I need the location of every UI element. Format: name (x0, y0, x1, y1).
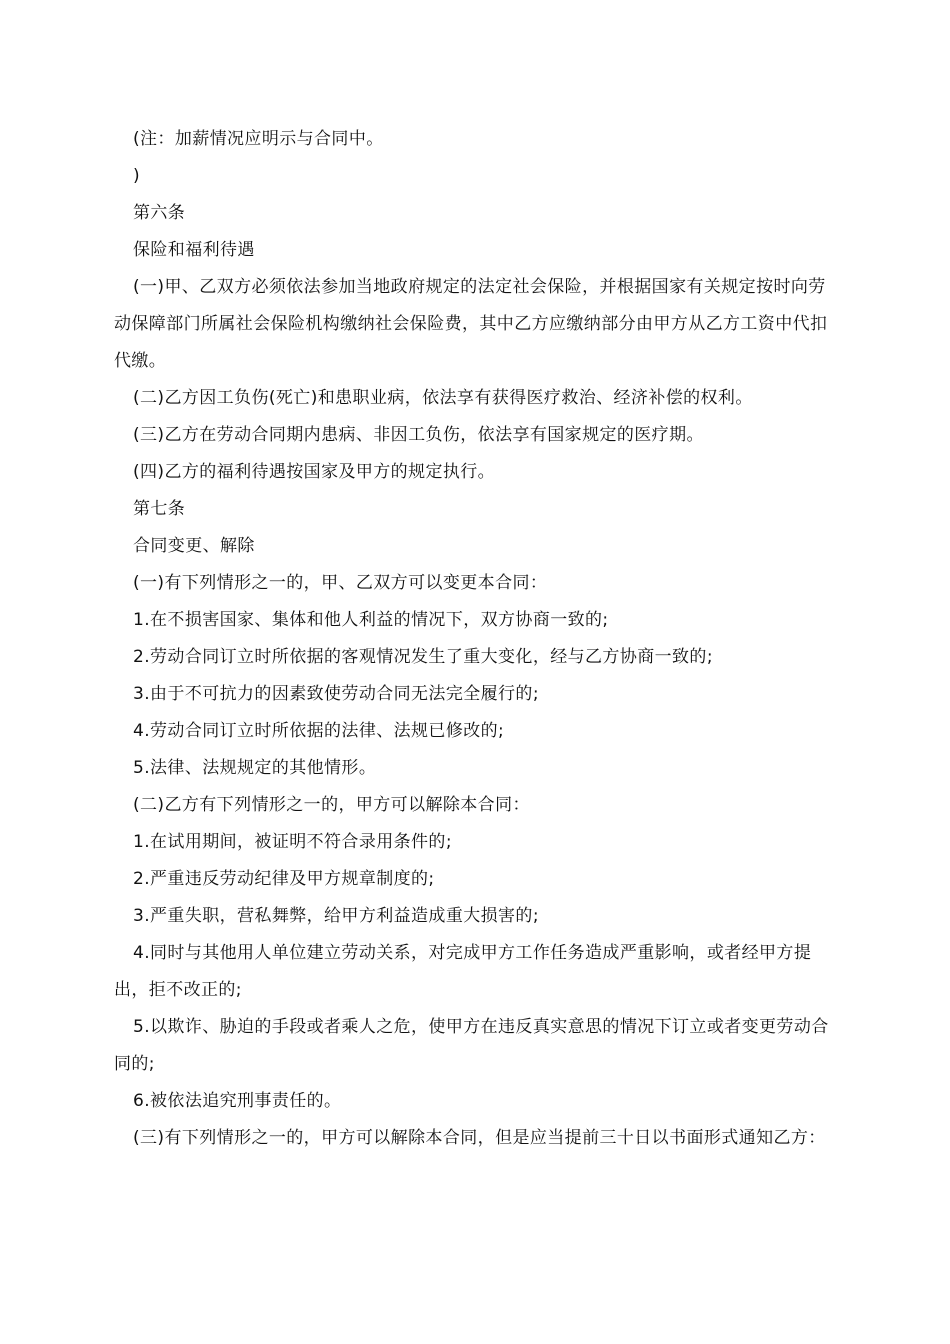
list-item: 3.由于不可抗力的因素致使劳动合同无法完全履行的; (133, 684, 539, 704)
article-6-title: 保险和福利待遇 (133, 240, 255, 260)
list-item: 3.严重失职，营私舞弊，给甲方利益造成重大损害的; (133, 906, 539, 926)
article-7-heading: 第七条 (133, 499, 186, 519)
article-6-clause-4: (四)乙方的福利待遇按国家及甲方的规定执行。 (133, 462, 496, 482)
article-6-clause-2: (二)乙方因工负伤(死亡)和患职业病，依法享有获得医疗救治、经济补偿的权利。 (133, 388, 753, 408)
article-7-title: 合同变更、解除 (133, 536, 255, 556)
article-6-clause-3: (三)乙方在劳动合同期内患病、非因工负伤，依法享有国家规定的医疗期。 (133, 425, 704, 445)
article-7-clause-2: (二)乙方有下列情形之一的，甲方可以解除本合同： (133, 795, 530, 815)
list-item: 2.严重违反劳动纪律及甲方规章制度的; (133, 869, 435, 889)
document-body (114, 121, 836, 1157)
list-item: 4.劳动合同订立时所依据的法律、法规已修改的; (133, 721, 505, 741)
list-item: 1.在试用期间，被证明不符合录用条件的; (133, 832, 452, 852)
note-line: (注：加薪情况应明示与合同中。 (133, 129, 384, 149)
article-6-heading: 第六条 (133, 203, 186, 223)
list-item: 5.法律、法规规定的其他情形。 (133, 758, 377, 778)
list-item: 1.在不损害国家、集体和他人利益的情况下，双方协商一致的; (133, 610, 609, 630)
article-7-clause-1: (一)有下列情形之一的，甲、乙双方可以变更本合同： (133, 573, 548, 593)
list-item: 2.劳动合同订立时所依据的客观情况发生了重大变化，经与乙方协商一致的; (133, 647, 713, 667)
list-item: 4.同时与其他用人单位建立劳动关系，对完成甲方工作任务造成严重影响，或者经甲方提出，拒不改正的; (114, 943, 812, 1000)
article-6-clause-1: (一)甲、乙双方必须依法参加当地政府规定的法定社会保险，并根据国家有关规定按时向劳动保障部门所属社会保险机构缴纳社会保险费，其中乙方应缴纳部分由甲方从乙方工资中代扣代缴。 (114, 277, 828, 371)
note-close-paren: ) (133, 166, 141, 186)
list-item: 5.以欺诈、胁迫的手段或者乘人之危，使甲方在违反真实意思的情况下订立或者变更劳动合同的; (114, 1017, 829, 1074)
article-7-clause-3: (三)有下列情形之一的，甲方可以解除本合同，但是应当提前三十日以书面形式通知乙方： (133, 1128, 826, 1148)
list-item: 6.被依法追究刑事责任的。 (133, 1091, 342, 1111)
